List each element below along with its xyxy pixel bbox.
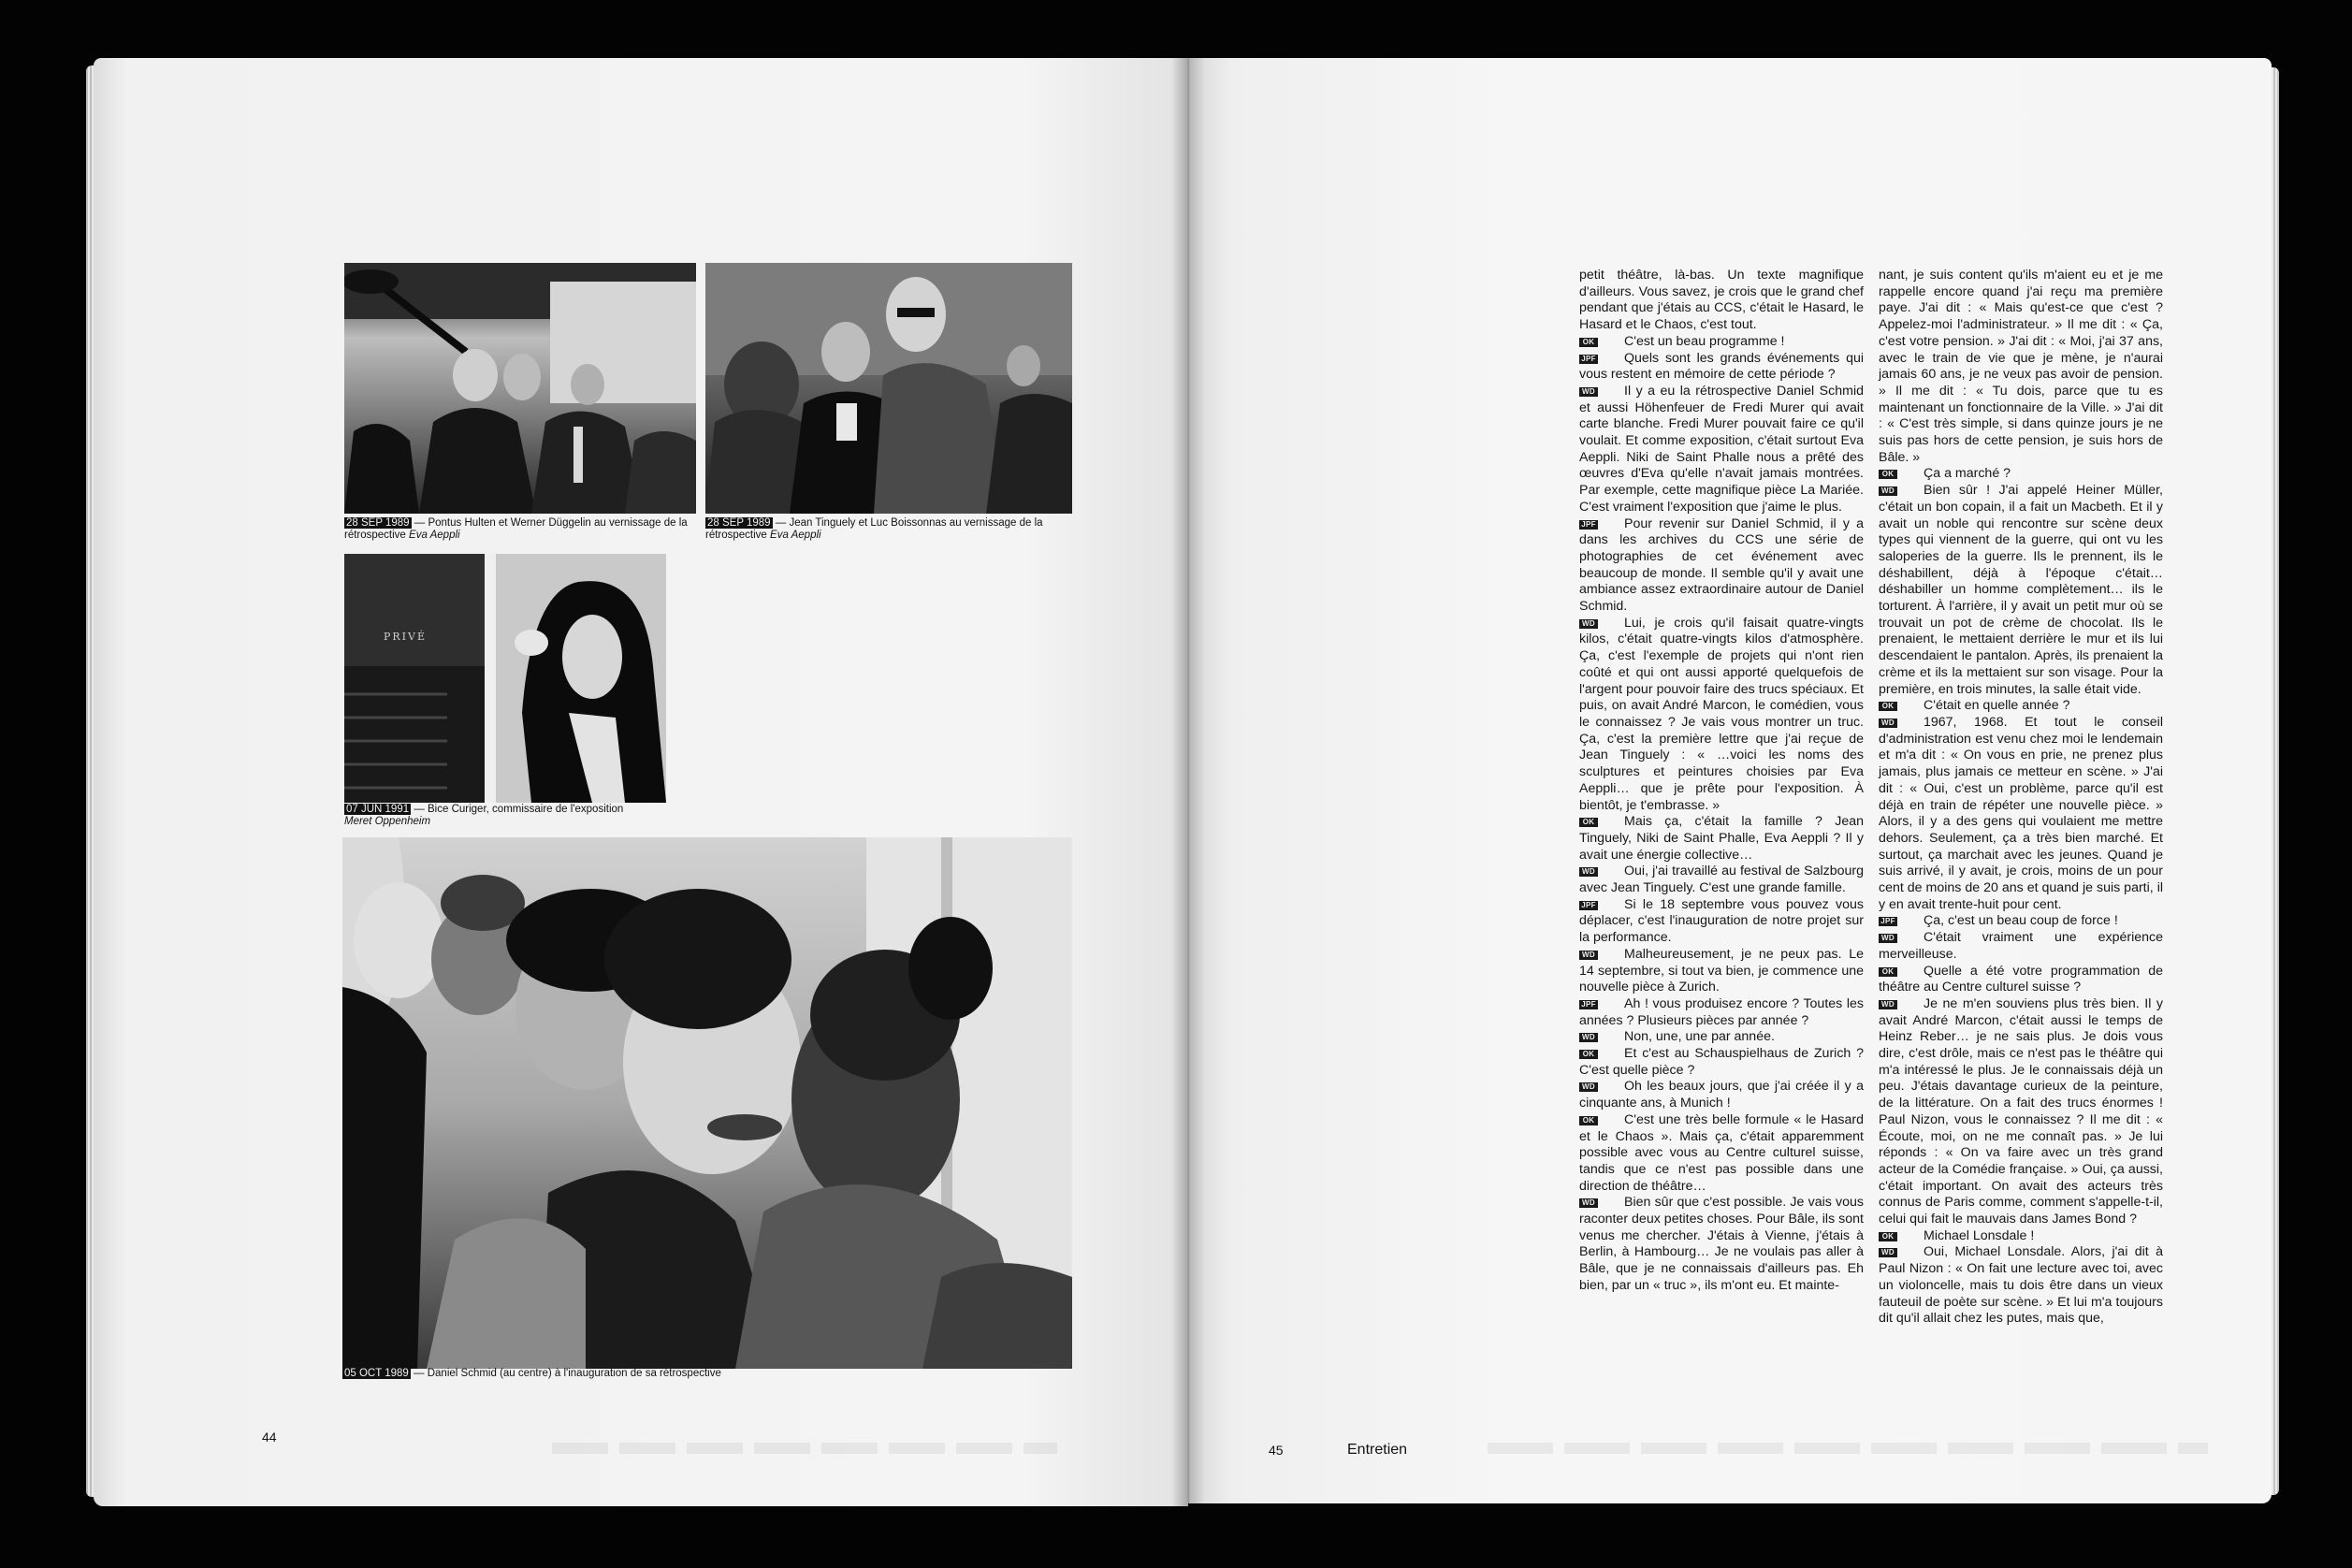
paragraph: [1879, 698, 2163, 715]
paragraph: [1579, 897, 1864, 947]
show-through-text: [552, 1443, 1057, 1454]
speaker-tag: OK: [1879, 702, 1897, 711]
speaker-tag: OK: [1579, 1116, 1598, 1125]
interview-text: nant, je suis content qu'ils m'aient eu et je me rappelle encore quand j'ai reçu ma première paye. J'ai dit : « Mais qu'est-ce que c'est ? Appelez-moi l'administrateur. » Il me dit : « Ça, c'est votre pension. » J'ai dit : « Moi, j'ai 37 ans, avec le train de vie que je mène, je n'aurai jamais 60 ans, je ne veux pas avoir de pension. » Il me dit : « Tu dois, parce que tu es maintenant un fonctionnaire de la Ville. » J'ai dit : « C'est très simple, si dans quinze jours je ne suis pas hors de cette pension, je suis hors de Bâle. »: [1879, 268, 2163, 465]
interview-text: Oui, Michael Lonsdale. Alors, j'ai dit à Paul Nizon : « On fait une lecture avec toi, avec un violoncelle, mais tu dois être dans un vieux fauteuil de poète sur scène. » Et lui m'a toujours dit qu'il allait chez les putes, mais que,: [1879, 1244, 2163, 1327]
interview-text: Ah ! vous produisez encore ? Toutes les années ? Plusieurs pièces par année ?: [1579, 995, 1864, 1028]
paragraph: [1879, 483, 2163, 698]
paragraph: [1579, 268, 1864, 334]
paragraph: [1579, 1112, 1864, 1196]
speaker-tag: WD: [1879, 486, 1897, 496]
interview-text: C'est une très belle formule « le Hasard et le Chaos ». Mais ça, c'était apparemment possible avec vous au Centre culturel suisse, tandis que ce n'est pas possible dans une direction de théâtre…: [1579, 1111, 1864, 1194]
paragraph: [1879, 466, 2163, 483]
paragraph: [1579, 384, 1864, 516]
date-tag: 28 SEP 1989: [346, 517, 410, 529]
interview-text: Michael Lonsdale !: [1924, 1227, 2035, 1243]
caption-title: Eva Aeppli: [409, 530, 460, 541]
paragraph: [1579, 1079, 1864, 1111]
caption-text: — Daniel Schmid (au centre) à l'inauguration de sa rétrospective: [410, 1368, 721, 1379]
interview-text: C'était vraiment une expérience merveilleuse.: [1879, 930, 2163, 962]
interview-text: Quels sont les grands événements qui vous restent en mémoire de cette période ?: [1579, 350, 1864, 383]
page-number-right: 45: [1269, 1443, 1284, 1458]
speaker-tag: OK: [1879, 470, 1897, 479]
paragraph: [1879, 715, 2163, 913]
book-gutter: [1171, 58, 1205, 1506]
photo-tinguely-boissonnas: [705, 263, 1072, 514]
interview-text: Il y a eu la rétrospective Daniel Schmid et aussi Höhenfeuer de Fredi Murer qui avait carte blanche. Fredi Murer pouvait faire ce qu'il voulait. Et comme exposition, c'était surtout Eva Aeppli. Niki de Saint Phalle nous a prêté des œuvres d'Eva qu'elle n'avait jamais montrées. Par exemple, cette magnifique pièce La Mariée. C'est vraiment l'exposition que j'aime le plus.: [1579, 383, 1864, 515]
speaker-tag: JPF: [1579, 1000, 1598, 1009]
paragraph: [1879, 964, 2163, 996]
interview-text: Et c'est au Schauspielhaus de Zurich ? C'est quelle pièce ?: [1579, 1046, 1864, 1078]
paragraph: [1579, 1029, 1864, 1046]
paragraph: [1579, 1046, 1864, 1079]
speaker-tag: OK: [1579, 1050, 1598, 1059]
caption-photo-4: [342, 1368, 866, 1380]
interview-text: Bien sûr que c'est possible. Je vais vous raconter deux petites choses. Pour Bâle, ils sont venus me chercher. J'étais à Vienne, j'étais à Berlin, à Hambourg… Je ne voulais pas aller à Bâle, que je ne connaissais d'ailleurs pas. Eh bien, par un « truc », ils m'ont eu. Et mainte-: [1579, 1195, 1864, 1293]
paragraph: [1579, 1195, 1864, 1294]
interview-text: Ça, c'est un beau coup de force !: [1924, 913, 2118, 929]
paragraph: [1879, 1228, 2163, 1245]
interview-text: Oui, j'ai travaillé au festival de Salzbourg avec Jean Tinguely. C'est une grande famille.: [1579, 864, 1864, 896]
paragraph: [1579, 516, 1864, 616]
speaker-tag: WD: [1579, 387, 1598, 397]
paragraph: [1579, 351, 1864, 384]
interview-text: 1967, 1968. Et tout le conseil d'administration est venu chez moi le lendemain et m'a dit : « On vous en prie, ne prenez plus jamais, plus jamais ce metteur en scène. » J'ai dit : « Oui, c'est un problème, parce qu'il est déjà en train de répéter une nouvelle pièce. » Alors, il y a des gens qui voulaient me mettre dehors. Seulement, ça a très bien marché. Et surtout, ça marchait avec les jeunes. Quand je suis arrivé, il y avait, je crois, moins de un pour cent de moins de 20 ans et quand je suis parti, il y en avait trente-huit pour cent.: [1879, 714, 2163, 912]
paragraph: [1879, 930, 2163, 963]
interview-text: Si le 18 septembre vous pouvez vous déplacer, c'est l'inauguration de notre projet sur la performance.: [1579, 896, 1864, 946]
speaker-tag: JPF: [1579, 901, 1598, 910]
speaker-tag: WD: [1879, 934, 1897, 943]
caption-photo-2: [705, 517, 1080, 542]
paragraph: [1579, 334, 1864, 351]
paragraph: [1579, 814, 1864, 864]
interview-text: C'était en quelle année ?: [1924, 698, 2070, 714]
caption-text: rétrospective: [705, 530, 771, 541]
speaker-tag: WD: [1579, 619, 1598, 629]
paragraph: [1879, 913, 2163, 930]
interview-text: Mais ça, c'était la famille ? Jean Tinguely, Niki de Saint Phalle, Eva Aeppli ? Il y avait une énergie collective…: [1579, 814, 1864, 863]
paragraph: [1579, 616, 1864, 814]
caption-photo-3: [344, 804, 681, 828]
text-column-1: [1579, 268, 1864, 1295]
speaker-tag: OK: [1879, 967, 1897, 977]
caption-text: — Pontus Hulten et Werner Düggelin au vernissage de la: [411, 517, 688, 529]
interview-text: Pour revenir sur Daniel Schmid, il y a dans les archives du CCS une série de photographies de cet événement avec beaucoup de monde. Il semble qu'il y avait une ambiance assez extraordinaire autour de Daniel Schmid.: [1579, 515, 1864, 615]
caption-text: rétrospective: [344, 530, 410, 541]
interview-text: C'est un beau programme !: [1624, 333, 1785, 349]
date-tag: 07 JUN 1991: [346, 804, 410, 815]
interview-text: Bien sûr ! J'ai appelé Heiner Müller, c'était un bon copain, il a fait un Macbeth. Et il y avait un noble qui rencontre sur scène deux types qui viennent de la guerre, qui ont vu les saloperies de la guerre. Ils le prennent, ils le déshabillent, déjà à l'époque c'était… déshabiller un homme complètement… ils le torturent. À l'arrière, il y avait un petit mur où se trouvait un pot de crème de chocolat. Ils le prenaient, le mettaient derrière le mur et ils lui descendaient le pantalon. Après, ils prenaient la crème et ils la mettaient sur son visage. Pour la première, en trois minutes, la salle était vide.: [1879, 483, 2163, 697]
speaker-tag: WD: [1879, 1248, 1897, 1257]
interview-text: Malheureusement, je ne peux pas. Le 14 septembre, si tout va bien, je commence une nouvelle pièce à Zurich.: [1579, 946, 1864, 995]
speaker-tag: WD: [1579, 1198, 1598, 1208]
speaker-tag: OK: [1579, 338, 1598, 347]
interview-text: Quelle a été votre programmation de théâtre au Centre culturel suisse ?: [1879, 963, 2163, 995]
paragraph: [1579, 864, 1864, 896]
paragraph: [1879, 268, 2163, 466]
paragraph: [1879, 996, 2163, 1228]
speaker-tag: JPF: [1579, 355, 1598, 364]
caption-photo-1: [344, 517, 700, 542]
caption-title: Meret Oppenheim: [344, 816, 431, 827]
paragraph: [1579, 947, 1864, 996]
paragraph: [1579, 996, 1864, 1029]
running-section-title: Entretien: [1347, 1442, 1408, 1458]
caption-text: — Jean Tinguely et Luc Boissonnas au vernissage de la: [772, 517, 1043, 529]
speaker-tag: WD: [1579, 1082, 1598, 1092]
page-number-left: 44: [262, 1430, 277, 1445]
photo-bice-curiger: [344, 554, 666, 803]
paragraph: [1879, 1244, 2163, 1328]
interview-text: Ça a marché ?: [1924, 466, 2011, 482]
speaker-tag: WD: [1579, 1033, 1598, 1042]
photo-hulten-dueggelin: [344, 263, 696, 514]
speaker-tag: JPF: [1879, 917, 1897, 926]
speaker-tag: OK: [1579, 818, 1598, 827]
date-tag: 05 OCT 1989: [344, 1368, 409, 1379]
speaker-tag: WD: [1879, 719, 1897, 728]
speaker-tag: WD: [1579, 951, 1598, 960]
date-tag: 28 SEP 1989: [707, 517, 771, 529]
caption-text: — Bice Curiger, commissaire de l'exposition: [411, 804, 624, 815]
caption-title: Eva Aeppli: [770, 530, 821, 541]
text-column-2: [1879, 268, 2163, 1328]
interview-text: petit théâtre, là-bas. Un texte magnifique d'ailleurs. Vous savez, je crois que le grand chef pendant que j'étais au CCS, c'était le Hasard, le Hasard et le Chaos, c'est tout.: [1579, 268, 1864, 333]
show-through-text: [1488, 1443, 2208, 1454]
speaker-tag: WD: [1879, 1000, 1897, 1009]
sign-prive: PRIVÉ: [384, 631, 428, 643]
speaker-tag: WD: [1579, 867, 1598, 877]
interview-text: Non, une, une par année.: [1624, 1029, 1775, 1045]
speaker-tag: JPF: [1579, 520, 1598, 530]
interview-text: Oh les beaux jours, que j'ai créée il y a cinquante ans, à Munich !: [1579, 1079, 1864, 1111]
speaker-tag: OK: [1879, 1232, 1897, 1241]
photo-daniel-schmid: [342, 837, 1072, 1369]
interview-text: Je ne m'en souviens plus très bien. Il y avait André Marcon, c'était aussi le temps de Heinz Reber… je ne sais plus. Je dois vous dire, c'est drôle, mais ce n'est pas le théâtre qui m'a intéressé le plus. Je le connaissais déjà un peu. J'étais davantage curieux de la peinture, de la littérature. On a fait des trucs énormes ! Paul Nizon, vous le connaissez ? Il me dit : « Écoute, moi, on ne me connaît pas. » Je lui réponds : « On va faire avec un très grand acteur de la Comédie française. » Oui, ça aussi, c'était important. On avait des acteurs très connus de Paris comme, comment s'appelle-t-il, celui qui fait le mauvais dans James Bond ?: [1879, 995, 2163, 1227]
interview-text: Lui, je crois qu'il faisait quatre-vingts kilos, c'était quatre-vingts kilos d'atmosphère. Ça, c'est l'exemple de projets qui n'ont rien coûté et qui ont aussi apporté quelquefois de l'argent pour pouvoir faire des trucs spéciaux. Et puis, on avait André Marcon, le comédien, vous le connaissez ? Je vais vous montrer un truc. Ça, c'est la première lettre que j'ai reçue de Jean Tinguely : « …voici les noms des sculptures et peintures choisies par Eva Aeppli… que je prête pour l'exposition. À bientôt, je t'embrasse. »: [1579, 615, 1864, 813]
